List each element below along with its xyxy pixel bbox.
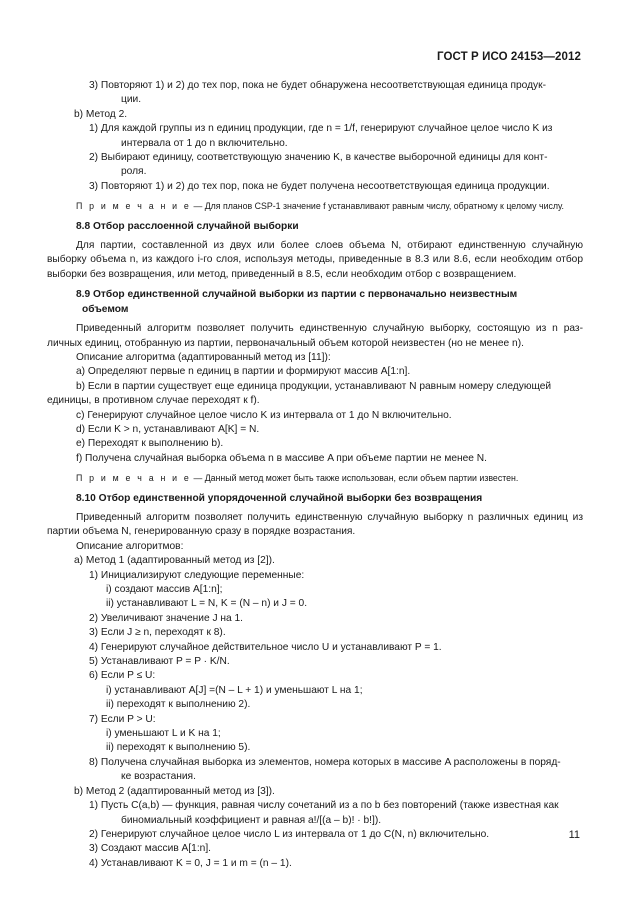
list-item: b) Метод 2 (адаптированный метод из [3]). xyxy=(74,785,275,797)
list-item: e) Переходят к выполнению b). xyxy=(76,438,224,450)
document-body xyxy=(47,79,583,871)
list-item: интервала от 1 до n включительно. xyxy=(121,137,288,149)
list-item: ции. xyxy=(121,94,142,106)
method-list-top xyxy=(47,79,583,194)
list-item: 8) Получена случайная выборка из элементов, номера которых в массиве A расположены в поряд- xyxy=(89,756,561,768)
list-item: 2) Генерируют случайное целое число L из интервала от 1 до C(N, n) включительно. xyxy=(89,828,490,840)
list-item: 4) Генерируют случайное действительное число U и устанавливают P = 1. xyxy=(89,641,442,653)
list-item: b) Если в партии существует еще единица продукции, устанавливают N равным номеру следующей xyxy=(76,380,552,392)
page-number: 11 xyxy=(568,829,580,841)
list-item: 2) Выбирают единицу, соответствующую значению K, в качестве выборочной единицы для конт- xyxy=(89,152,548,164)
list-item: i) уменьшают L и K на 1; xyxy=(106,728,221,740)
list-item: a) Определяют первые n единиц в партии и формируют массив A[1:n]. xyxy=(76,366,411,378)
algorithm-steps xyxy=(47,365,583,466)
list-item: 3) Повторяют 1) и 2) до тех пор, пока не будет обнаружена несоответствующая единица продук- xyxy=(89,80,546,91)
paragraph: Описание алгоритма (адаптированный метод из [11]): xyxy=(76,351,331,363)
list-item: 1) Для каждой группы из n единиц продукции, где n = 1/f, генерируют случайное целое число K из xyxy=(89,123,553,135)
note-csp xyxy=(47,199,583,213)
document-header: ГОСТ Р ИСО 24153—2012 xyxy=(436,51,581,63)
list-item: a) Метод 1 (адаптированный метод из [2]). xyxy=(74,555,275,567)
list-item: b) Метод 2. xyxy=(74,108,128,120)
list-item: 2) Увеличивают значение J на 1. xyxy=(89,612,243,624)
list-item: биномиальный коэффициент и равная a!/[(a – b)! · b!]). xyxy=(121,814,382,826)
note-text: — Для планов CSP-1 значение f устанавливают равным числу, обратному к целому числу. xyxy=(191,201,564,212)
list-item: ii) переходят к выполнению 2). xyxy=(106,699,251,711)
note-known-size xyxy=(47,471,583,485)
list-item: 7) Если P > U: xyxy=(89,713,156,725)
list-item: Описание алгоритмов: xyxy=(76,540,184,552)
note-label: П р и м е ч а н и е xyxy=(76,201,192,212)
heading-line: объемом xyxy=(82,303,129,315)
list-item: 1) Пусть C(a,b) — функция, равная числу сочетаний из a по b без повторений (также известная как xyxy=(89,800,559,812)
list-item: 3) Если J ≥ n, переходят к 8). xyxy=(89,627,226,639)
list-item: ке возрастания. xyxy=(121,771,196,783)
section-heading-8-9 xyxy=(47,288,583,317)
list-item: d) Если K > n, устанавливают A[K] = N. xyxy=(76,423,260,435)
section-heading-8-8: 8.8 Отбор расслоенной случайной выборки xyxy=(76,220,299,232)
list-item: ii) переходят к выполнению 5). xyxy=(106,742,251,754)
list-item: 3) Повторяют 1) и 2) до тех пор, пока не будет получена несоответствующая единица продукции. xyxy=(89,180,550,192)
list-item: 5) Устанавливают P = P · K/N. xyxy=(89,656,230,668)
list-item: i) создают массив A[1:n]; xyxy=(106,584,223,595)
note-text: — Данный метод может быть также использован, если объем партии известен. xyxy=(191,473,519,484)
list-item: 3) Создают массив A[1:n]. xyxy=(89,843,212,855)
section-heading-8-10: 8.10 Отбор единственной упорядоченной случайной выборки без возвращения xyxy=(76,492,483,504)
list-item: 4) Устанавливают K = 0, J = 1 и m = (n – 1). xyxy=(89,857,292,869)
list-item: единицы, в противном случае переходят к f). xyxy=(47,395,260,407)
list-item: i) устанавливают A[J] =(N – L + 1) и уменьшают L на 1; xyxy=(106,684,363,696)
paragraph: Для партии, составленной из двух или более слоев объема N, отбирают единственную случайную выборку объема n, из каждого i-го слоя, используя методы, приведенные в 8.3 или 8.6, если необходим отбор выборки без возвращения, или метод, приведенный в 8.5, если необходим отбор с возвращением. xyxy=(47,240,583,280)
list-item: роля. xyxy=(121,166,147,178)
paragraph: Приведенный алгоритм позволяет получить единственную случайную выборку n различных единиц из партии объема N, генерированную сразу в порядке возрастания. xyxy=(47,511,583,538)
list-item: 1) Инициализируют следующие переменные: xyxy=(89,569,305,581)
list-item: ii) устанавливают L = N, K = (N – n) и J = 0. xyxy=(106,598,308,610)
note-label: П р и м е ч а н и е xyxy=(76,473,192,484)
algorithm-list xyxy=(47,540,583,871)
paragraph: Приведенный алгоритм позволяет получить единственную случайную выборку, состоящую из n раз-личных единиц, отобранную из партии, первоначальный объем которой неизвестен (но не менее n). xyxy=(47,323,583,349)
heading-line: 8.9 Отбор единственной случайной выборки из партии с первоначально неизвестным xyxy=(76,289,518,301)
list-item: c) Генерируют случайное целое число K из интервала от 1 до N включительно. xyxy=(76,409,452,421)
list-item: f) Получена случайная выборка объема n в массиве A при объеме партии не менее N. xyxy=(76,452,487,464)
list-item: 6) Если P ≤ U: xyxy=(89,670,156,682)
